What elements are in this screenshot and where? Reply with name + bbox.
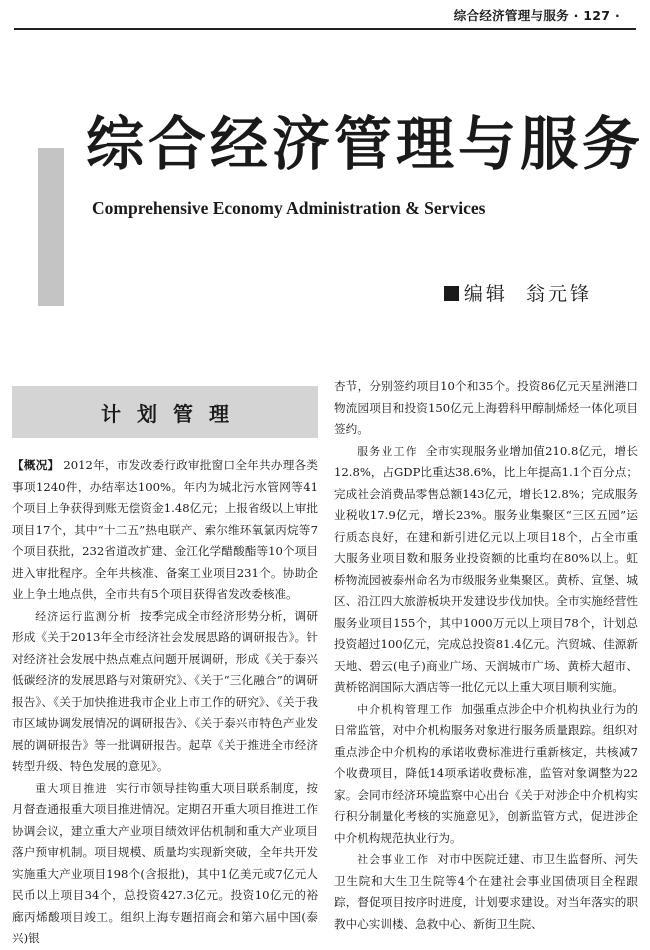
- header-rule: [14, 28, 636, 30]
- paragraph-lead: 中介机构管理工作: [357, 702, 454, 716]
- section-heading: 计划管理: [101, 401, 245, 426]
- paragraph-lead: 重大项目推进: [35, 781, 108, 795]
- paragraph-lead: 社会事业工作: [357, 853, 430, 866]
- paragraph-lead: 经济运行监测分析: [35, 609, 132, 623]
- black-square-icon: [444, 286, 459, 301]
- running-header-section: 综合经济管理与服务: [453, 8, 569, 23]
- running-header-text: [454, 6, 620, 24]
- paragraph-text: 2012年，市发改委行政审批窗口全年共办理各类事项1240件，办结率达100%。年内为城北污水管网等41个项目上争获得到账无偿资金1.48亿元；上报省级以上审批项目17个，其中“十二五”热电联产、索尔维环氧氯丙烷等7个项目获批，232省道改扩建、金江化学醋酸酯等10个项目进入审批程序。全年共核准、备案工业项目231个。协助企业上争土地点供，全市共有5个项目获得省发改委核准。: [12, 458, 318, 601]
- left-column: [12, 455, 318, 950]
- chapter-subtitle-en: Comprehensive Economy Administration & Services: [92, 198, 486, 218]
- chapter-title: 综合经济管理与服务: [86, 110, 645, 178]
- paragraph-text: 加强重点涉企中介机构执业行为的日常监管，对中介机构服务对象进行服务质量跟踪。组织对重点涉企中介机构的承诺收费标准进行重新核定，共核减7个收费项目，降低14项承诺收费标准，监管对象调整为22家。会同市经济环境监察中心出台《关于对涉企中介机构实行积分制量化考核的实施意见》，创新监管方式，促进涉企中介机构规范执业行为。: [334, 701, 638, 845]
- paragraph-text: 按季完成全市经济形势分析，调研形成《关于2013年全市经济社会发展思路的调研报告》。针对经济社会发展中热点难点问题开展调研，形成《关于泰兴低碳经济的发展思路与对策研究》、《关于“三化融合”的调研报告》、《关于加快推进我市企业上市工作的研究》、《关于我市区域协调发展情况的调研报告》、《关于泰兴市特色产业发展的调研报告》等一批调研报告。起草《关于推进全市经济转型升级、特色发展的意见》。: [12, 608, 318, 773]
- paragraph-text: 实行市领导挂钩重大项目联系制度，按月督查通报重大项目推进情况。定期召开重大项目推进工作协调会议，建立重大产业项目绩效评估机制和重大产业项目落户预审机制。项目规模、质量均实现新突破，全年共开发实施重大产业项目198个(含报批)，其中1亿美元或7亿元人民币以上项目34个，总投资427.3亿元。投资10亿元的裕廊丙烯酸项目竣工。组织上海专题招商会和第六届中国(泰兴)银: [12, 780, 318, 945]
- title-accent-bar: [38, 148, 64, 306]
- paragraph-continued: [334, 376, 638, 441]
- running-header: [0, 0, 650, 30]
- paragraph-lead: 【概况】: [12, 458, 60, 472]
- paragraph-major-projects: [12, 778, 318, 950]
- paragraph-social-affairs: [334, 849, 638, 935]
- paragraph-text: 全市实现服务业增加值210.8亿元，增长12.8%，占GDP比重达38.6%，比上年提高1.1个百分点；完成社会消费品零售总额143亿元，增长12.8%；完成服务业税收17.9亿元，增长23%。服务业集聚区“三区五园”运行质态良好，在建和新引进亿元以上项目18个，占全市重大服务业项目数和服务业投资额的比重均在80%以上。虹桥物流园被泰州命名为市级服务业集聚区。黄桥、宣堡、城区、沿江四大旅游板块开发建设步伐加快。全市实施经营性服务业项目155个，其中1000万元以上项目78个，计划总投资超过100亿元，完成总投资81.4亿元。汽贸城、佳源新天地、碧云(电子)商业广场、天润城市广场、黄桥大超市、黄桥铭润国际大酒店等一批亿元以上重大项目顺利实施。: [334, 443, 638, 694]
- page-number: · 127 ·: [573, 8, 620, 23]
- editor-name: 翁元锋: [525, 283, 592, 305]
- paragraph-intermediary-agencies: [334, 699, 638, 850]
- paragraph-text: 对市中医院迁建、市卫生监督所、河失卫生院和大生卫生院等4个在建社会事业国债项目全程跟踪，督促项目按序时进度，计划要求建设。对当年落实的职教中心实训楼、急救中心、新街卫生院、: [334, 852, 638, 931]
- paragraph-overview: [12, 455, 318, 606]
- paragraph-economic-monitoring: [12, 606, 318, 778]
- right-column: [334, 376, 638, 935]
- paragraph-lead: 服务业工作: [357, 444, 418, 458]
- paragraph-services: [334, 441, 638, 699]
- editor-label: 编辑: [463, 283, 508, 305]
- section-heading-box: [12, 386, 318, 438]
- editor-credit: [444, 279, 592, 306]
- paragraph-text: 杏节，分别签约项目10个和35个。投资86亿元天星洲港口物流园项目和投资150亿元上海碧科甲醇制烯烃一体化项目签约。: [334, 379, 638, 436]
